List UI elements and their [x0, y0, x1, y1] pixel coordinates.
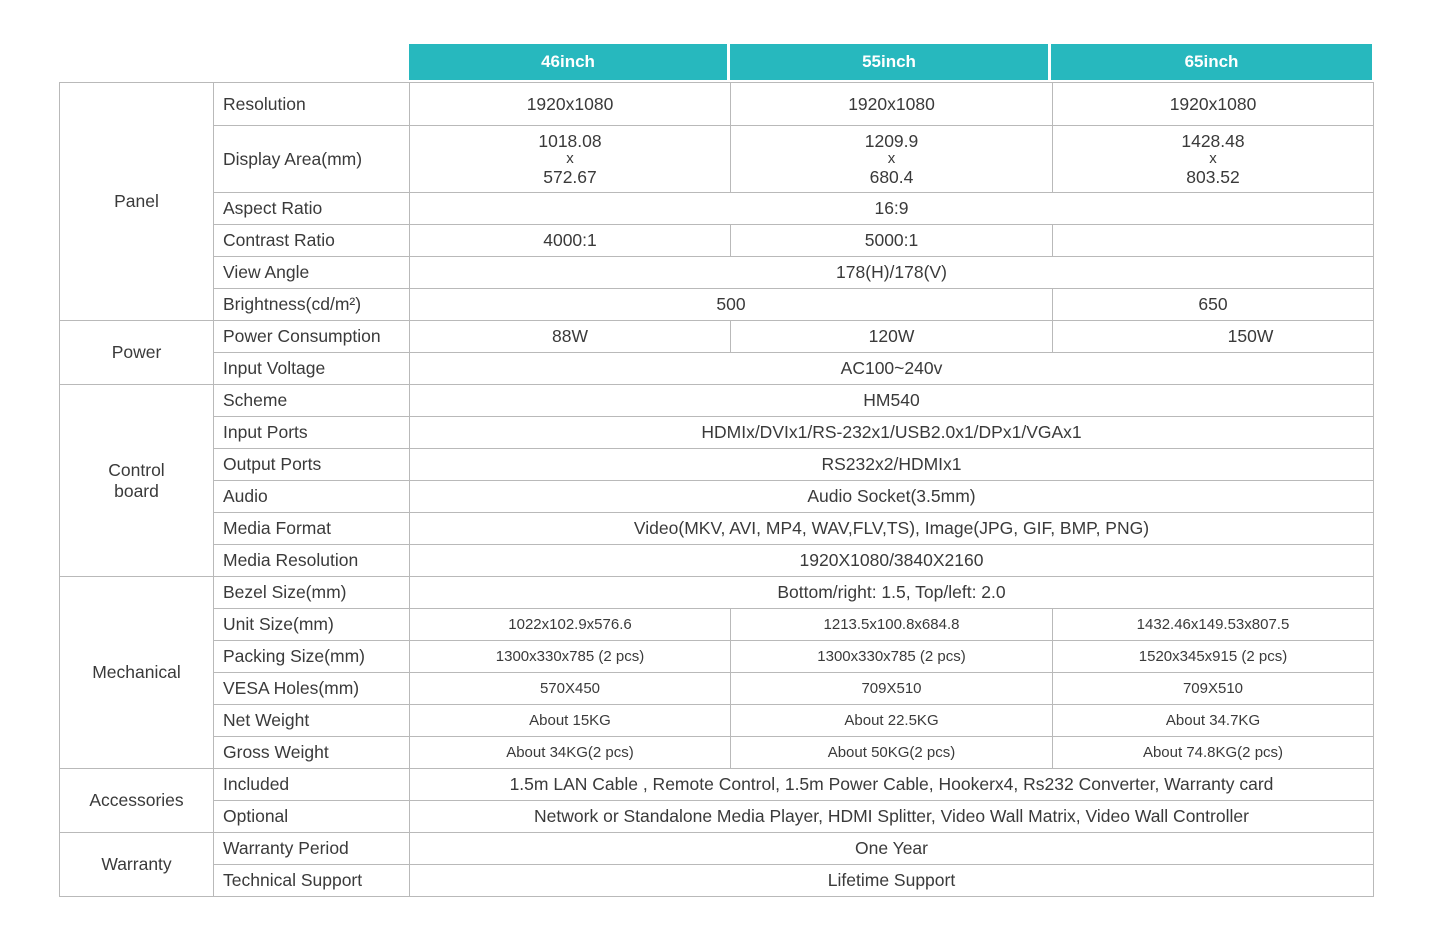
value-display-area-55 — [731, 126, 1053, 193]
label-bezel-size: Bezel Size(mm) — [214, 577, 410, 609]
table-row — [60, 289, 1374, 321]
table-row — [60, 353, 1374, 385]
label-input-ports: Input Ports — [214, 417, 410, 449]
group-accessories: Accessories — [60, 769, 214, 833]
table-row — [60, 609, 1374, 641]
spec-table — [59, 82, 1374, 897]
value-brightness-65: 650 — [1053, 289, 1374, 321]
value-scheme: HM540 — [410, 385, 1374, 417]
display-area-65-height: 803.52 — [1186, 167, 1240, 187]
label-brightness: Brightness(cd/m²) — [214, 289, 410, 321]
value-contrast-ratio-46: 4000:1 — [410, 225, 731, 257]
table-row — [60, 481, 1374, 513]
label-technical-support: Technical Support — [214, 865, 410, 897]
table-row — [60, 126, 1374, 193]
value-packing-size-65: 1520x345x915 (2 pcs) — [1053, 641, 1374, 673]
value-unit-size-46: 1022x102.9x576.6 — [410, 609, 731, 641]
value-resolution-55: 1920x1080 — [731, 83, 1053, 126]
table-row — [60, 417, 1374, 449]
table-row — [60, 641, 1374, 673]
value-net-weight-46: About 15KG — [410, 705, 731, 737]
value-gross-weight-55: About 50KG(2 pcs) — [731, 737, 1053, 769]
label-net-weight: Net Weight — [214, 705, 410, 737]
label-media-format: Media Format — [214, 513, 410, 545]
table-row — [60, 513, 1374, 545]
table-row — [60, 257, 1374, 289]
table-row — [60, 321, 1374, 353]
display-area-65-width: 1428.48 — [1181, 131, 1245, 151]
value-view-angle: 178(H)/178(V) — [410, 257, 1374, 289]
table-row — [60, 865, 1374, 897]
label-scheme: Scheme — [214, 385, 410, 417]
display-area-55-height: 680.4 — [869, 167, 914, 187]
value-packing-size-55: 1300x330x785 (2 pcs) — [731, 641, 1053, 673]
label-media-resolution: Media Resolution — [214, 545, 410, 577]
label-view-angle: View Angle — [214, 257, 410, 289]
value-resolution-46: 1920x1080 — [410, 83, 731, 126]
display-area-46-height: 572.67 — [543, 167, 597, 187]
value-brightness-46-55: 500 — [410, 289, 1053, 321]
value-gross-weight-65: About 74.8KG(2 pcs) — [1053, 737, 1374, 769]
group-power: Power — [60, 321, 214, 385]
value-optional: Network or Standalone Media Player, HDMI Splitter, Video Wall Matrix, Video Wall Controller — [410, 801, 1374, 833]
display-area-46-width: 1018.08 — [538, 131, 602, 151]
value-media-resolution: 1920X1080/3840X2160 — [410, 545, 1374, 577]
label-packing-size: Packing Size(mm) — [214, 641, 410, 673]
value-aspect-ratio: 16:9 — [410, 193, 1374, 225]
table-row — [60, 193, 1374, 225]
table-row — [60, 545, 1374, 577]
label-optional: Optional — [214, 801, 410, 833]
value-net-weight-55: About 22.5KG — [731, 705, 1053, 737]
table-row — [60, 705, 1374, 737]
value-display-area-46 — [410, 126, 731, 193]
group-warranty: Warranty — [60, 833, 214, 897]
label-input-voltage: Input Voltage — [214, 353, 410, 385]
value-resolution-65: 1920x1080 — [1053, 83, 1374, 126]
value-included: 1.5m LAN Cable , Remote Control, 1.5m Power Cable, Hookerx4, Rs232 Converter, Warranty card — [410, 769, 1374, 801]
value-contrast-ratio-65 — [1053, 225, 1374, 257]
label-resolution: Resolution — [214, 83, 410, 126]
label-contrast-ratio: Contrast Ratio — [214, 225, 410, 257]
group-control-board — [60, 385, 214, 577]
group-control-board-label: Control board — [108, 459, 165, 501]
table-row — [60, 801, 1374, 833]
table-row — [60, 385, 1374, 417]
label-aspect-ratio: Aspect Ratio — [214, 193, 410, 225]
display-area-55-sep: x — [887, 150, 896, 167]
label-gross-weight: Gross Weight — [214, 737, 410, 769]
display-area-55-width: 1209.9 — [864, 131, 919, 151]
value-input-ports: HDMIx/DVIx1/RS-232x1/USB2.0x1/DPx1/VGAx1 — [410, 417, 1374, 449]
value-packing-size-46: 1300x330x785 (2 pcs) — [410, 641, 731, 673]
group-mechanical: Mechanical — [60, 577, 214, 769]
value-vesa-holes-55: 709X510 — [731, 673, 1053, 705]
value-net-weight-65: About 34.7KG — [1053, 705, 1374, 737]
value-vesa-holes-65: 709X510 — [1053, 673, 1374, 705]
label-included: Included — [214, 769, 410, 801]
value-media-format: Video(MKV, AVI, MP4, WAV,FLV,TS), Image(JPG, GIF, BMP, PNG) — [410, 513, 1374, 545]
label-unit-size: Unit Size(mm) — [214, 609, 410, 641]
header-55inch: 55inch — [730, 44, 1048, 80]
header-65inch: 65inch — [1051, 44, 1372, 80]
table-row — [60, 673, 1374, 705]
label-display-area: Display Area(mm) — [214, 126, 410, 193]
label-vesa-holes: VESA Holes(mm) — [214, 673, 410, 705]
table-row — [60, 737, 1374, 769]
value-technical-support: Lifetime Support — [410, 865, 1374, 897]
value-unit-size-55: 1213.5x100.8x684.8 — [731, 609, 1053, 641]
value-vesa-holes-46: 570X450 — [410, 673, 731, 705]
display-area-46-sep: x — [566, 150, 574, 167]
label-power-consumption: Power Consumption — [214, 321, 410, 353]
table-row — [60, 577, 1374, 609]
table-row — [60, 769, 1374, 801]
value-audio: Audio Socket(3.5mm) — [410, 481, 1374, 513]
label-output-ports: Output Ports — [214, 449, 410, 481]
table-row — [60, 449, 1374, 481]
value-display-area-65 — [1053, 126, 1374, 193]
value-contrast-ratio-55: 5000:1 — [731, 225, 1053, 257]
value-input-voltage: AC100~240v — [410, 353, 1374, 385]
label-audio: Audio — [214, 481, 410, 513]
display-area-65-sep: x — [1209, 150, 1217, 167]
value-power-consumption-46: 88W — [410, 321, 731, 353]
label-warranty-period: Warranty Period — [214, 833, 410, 865]
value-unit-size-65: 1432.46x149.53x807.5 — [1053, 609, 1374, 641]
size-header-row — [409, 44, 1372, 80]
table-row — [60, 225, 1374, 257]
group-panel: Panel — [60, 83, 214, 321]
value-output-ports: RS232x2/HDMIx1 — [410, 449, 1374, 481]
table-row — [60, 833, 1374, 865]
value-bezel-size: Bottom/right: 1.5, Top/left: 2.0 — [410, 577, 1374, 609]
header-46inch: 46inch — [409, 44, 727, 80]
value-power-consumption-55: 120W — [731, 321, 1053, 353]
value-power-consumption-65: 150W — [1053, 321, 1374, 353]
table-row — [60, 83, 1374, 126]
value-warranty-period: One Year — [410, 833, 1374, 865]
value-gross-weight-46: About 34KG(2 pcs) — [410, 737, 731, 769]
